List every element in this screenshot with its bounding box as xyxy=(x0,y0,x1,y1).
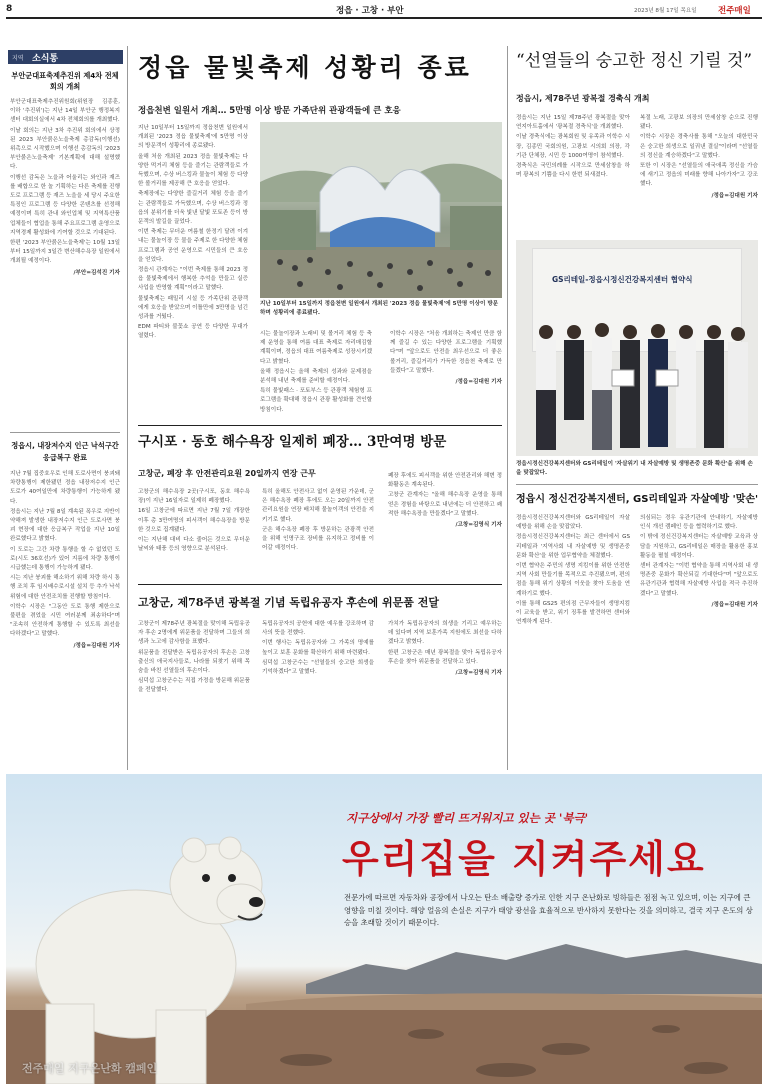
mou-divider xyxy=(516,484,758,485)
ad-watermark: 전주매일 지구온난화 캠페인 xyxy=(22,1062,158,1075)
brief-item-1-byline: /부안=김석진 기자 xyxy=(73,269,120,276)
center-column-rule xyxy=(507,46,508,770)
beach-story-byline: /고창=김영식 기자 xyxy=(455,522,502,529)
beach-col1-p2: 16일 고창군에 따르면 지난 7월 7일 개장한 이후 총 3만여명의 피서객이 해수욕장을 방문한 것으로 집계됐다. xyxy=(138,508,250,533)
mou-people-art xyxy=(516,240,758,456)
beach-col2-p1: 특히 올해도 안전사고 없이 운영된 가운데, 군은 해수욕장 폐장 후에도 오는 20일까지 안전관리요원을 연장 배치해 물놀이객의 안전을 지키기로 했다. xyxy=(262,489,374,523)
main-col3-p1: 이학수 시장은 "처음 개최하는 축제인 만큼 함께 즐길 수 있는 다양한 프로그램을 기획했다"며 "앞으로도 안전을 최우선으로 더 좋은 볼거리, 즐길거리가 가득한 정읍천 축제로 만들겠다"고 말했다. xyxy=(390,331,502,374)
news-brief-title: 소식통 xyxy=(32,54,59,64)
brief-item-2 xyxy=(10,440,120,649)
patriot-story-byline: /고창=김영식 기자 xyxy=(455,670,502,677)
issue-date: 2023년 8월 17일 목요일 xyxy=(634,8,697,14)
mou-col1-p3: 이번 협약은 주민의 생명 지킴이를 위한 안전한 지역 사회 만들기를 목적으로 추진됐으며, 편의점을 통해 위기 상황의 이웃을 찾아 도움을 연계하기로 했다. xyxy=(516,563,630,597)
right-col-1 xyxy=(516,114,630,234)
brief-item-1-p4: 한편 '2023 부안붉은노을축제'는 10월 13일부터 15일까지 3일간 변산해수욕장 일원에서 개최될 예정이다. xyxy=(10,240,120,265)
section-name: 정읍 · 고창 · 부안 xyxy=(336,6,404,16)
left-column-rule xyxy=(127,46,128,770)
mou-col-1 xyxy=(516,514,630,768)
mou-headline: 정읍시 정신건강복지센터, GS리테일과 자살예방 '맞손' xyxy=(516,494,759,505)
patriot-col1-p3: 심덕섭 고창군수는 직접 가정을 방문해 위문품을 전달했다. xyxy=(138,678,250,694)
beach-col3-p1: 폐장 후에도 피서객을 위한 안전관리와 해변 정화활동은 계속된다. xyxy=(388,473,502,489)
right-col1-p2: 이날 경축식에는 광복회원 및 유족과 이학수 시장, 김종민 국회의원, 고광보 시의회 의장, 각 기관 단체장, 시민 등 1000여명이 참석했다. xyxy=(516,134,630,159)
patriot-col-3 xyxy=(388,620,502,676)
brief-item-2-p2: 정읍시는 지난 7월 8일 계속된 폭우로 지반이 약해져 발생한 내장저수지 인근 도로사면 붕괴 현장에 대한 응급복구 작업을 지난 10일 완료했다고 밝혔다. xyxy=(10,508,120,543)
beach-col3-p2: 고창군 관계자는 "올해 해수욕장 운영을 통해 얻은 경험을 바탕으로 내년에는 더 안전하고 쾌적한 해수욕장을 만들겠다"고 말했다. xyxy=(388,492,502,517)
mou-photo-banner: GS리테일-정읍시정신건강복지센터 협약식 xyxy=(552,275,693,284)
right-col2-p2: 이학수 시장은 경축사를 통해 "오늘의 대한민국은 숭고한 희생으로 일궈낸 결실"이라며 "선열들의 정신을 계승하겠다"고 말했다. xyxy=(640,134,758,159)
brief-item-2-p5: 이학수 시장은 "그동안 도로 통행 제한으로 불편을 겪었을 시민 여러분께 죄송하다"며 "조속히 안전하게 통행할 수 있도록 최선을 다하겠다"고 말했다. xyxy=(10,603,120,638)
brief-divider xyxy=(10,432,120,433)
ad-tagline: 지구상에서 가장 빨리 뜨거워지고 있는 곳 '북극' xyxy=(346,811,589,825)
mou-col-2 xyxy=(640,514,758,768)
mou-photo-caption: 정읍시정신건강복지센터와 GS리테일이 '자살위기 내 자살예방 및 생명존중 문화 확산'을 위해 손을 맞잡았다. xyxy=(516,461,753,476)
brief-item-1 xyxy=(10,70,120,276)
mou-photo xyxy=(516,240,758,456)
patriot-col1-p1: 고창군이 제78주년 광복절을 맞이해 독립유공자 후손 2명에게 위문품을 전달하며 그들의 희생과 노고에 감사함을 표했다. xyxy=(138,621,250,646)
mou-story-byline: /정읍=김대원 기자 xyxy=(711,601,758,608)
patriot-col1-p2: 위문품을 전달받은 독립유공자의 후손은 고창 출신의 애국지사들로, 나라를 되찾기 위해 목숨을 바친 선열들의 후손이다. xyxy=(138,649,250,675)
festival-photo-art xyxy=(260,122,502,298)
festival-photo xyxy=(260,122,502,298)
main-col-2 xyxy=(260,330,372,425)
right-col-2 xyxy=(640,114,758,234)
news-brief-box-header xyxy=(8,50,123,64)
patriot-col3-p1: 가치가 독립유공자의 희생을 기리고 예우하는 데 있다며 지역 보훈가족 지원에도 최선을 다하겠다고 밝혔다. xyxy=(388,621,502,646)
brief-item-2-title: 정읍시, 내장저수지 인근 낙석구간 응급복구 완료 xyxy=(11,441,119,462)
header-rule xyxy=(6,17,762,19)
main-col-3 xyxy=(390,330,502,385)
brand-logo: 전주매일 xyxy=(718,6,751,16)
main-col1-p1: 지난 10일부터 15일까지 정읍천변 일원에서 개최된 '2023 정읍 물빛축제'에 5만명 이상의 방문객이 성황리에 종료됐다. xyxy=(138,125,248,150)
beach-divider xyxy=(138,425,502,426)
right-headline: “선열들의 숭고한 정신 기릴 것” xyxy=(516,51,753,71)
main-col-1 xyxy=(138,124,248,424)
main-col1-p4: 이번 축제는 무더운 여름철 한정기 달려 이겨내는 물놀이장 등 물을 주제로 한 다양한 체험 프로그램과 공연 운영으로 시민들의 큰 호응을 얻었다. xyxy=(138,229,248,263)
mou-col2-p2: 이 밖에 정신건강복지센터는 자살예방 교육과 상담을 지원하고, GS리테일은 매장을 활용한 홍보 활동을 펼칠 예정이다. xyxy=(640,534,758,559)
beach-col-2 xyxy=(262,488,374,580)
brief-item-2-p4: 시는 지난 붕괴를 해소하기 위해 차량 하시 통행 조치 후 임시배수로시설 설치 등 추가 낙석위험에 대한 안전조치를 진행할 방침이다. xyxy=(10,575,120,600)
main-headline: 정읍 물빛축제 성황리 종료 xyxy=(138,53,472,82)
brief-item-2-p3: 이 도로는 그간 차량 통행을 할 수 없었던 도로(시도 36호선)가 있어 지름에 차량 통행이 시급했는데 통행이 가능하게 됐다. xyxy=(10,546,120,572)
festival-photo-caption: 지난 10일부터 15일까지 정읍천변 일원에서 개최된 '2023 정읍 물빛축제'에 5만명 이상이 방문하며 성황리에 종료됐다. xyxy=(260,301,499,316)
page-number: 8 xyxy=(6,4,13,14)
brief-item-1-p2: 이날 회의는 지난 3차 추진위 회의에서 상정된 2023 부안붉은노을축제 총감독(이행선) 위촉으로 시작했으며 이행선 총감독의 '2023 부안붉은노을축제' 기본계획에 대해 설명했다. xyxy=(10,127,120,171)
main-col2-p2: 올해 정읍시는 올해 축제의 성과와 문제점을 분석해 내년 축제를 준비할 예정이다. xyxy=(260,368,372,385)
right-col2-p3: 또한 이 시장은 "선열들의 애국애족 정신을 가슴에 새기고 정읍의 미래를 향해 나아가자"고 강조했다. xyxy=(640,163,758,188)
brief-item-1-title: 부안군대표축제추진위 제4차 전체회의 개최 xyxy=(11,71,119,91)
main-col2-p3: 특히 물빛패스 · 포토부스 등 관광객 체험형 프로그램을 확대해 정읍시 관광 활성화를 견인할 방침이다. xyxy=(260,388,372,413)
beach-subhead: 고창군, 폐장 후 안전관리요원 20일까지 연장 근무 xyxy=(138,469,316,478)
beach-col-3 xyxy=(388,472,502,528)
right-story-byline: /정읍=김대원 기자 xyxy=(711,192,758,199)
right-col1-p3: 경축식은 국민의례를 시작으로 만세삼창을 하며 광복의 기쁨을 다시 한번 되새겼다. xyxy=(516,163,630,179)
brief-item-1-p1: 부안군대표축제추진위원회(위원장 김종훈, 이하 '추진위')는 지난 14일 부안군 행정복지센터 대회의실에서 4차 전체회의를 개최했다. xyxy=(10,99,120,124)
mou-col1-p1: 정읍시정신건강복지센터와 GS리테일이 자살예방을 위해 손을 맞잡았다. xyxy=(516,515,630,531)
patriot-divider xyxy=(138,584,502,585)
beach-headline: 구시포 · 동호 해수욕장 일제히 폐장… 3만여명 방문 xyxy=(138,434,447,450)
main-col2-p1: 시는 물놀이장과 노래비 및 볼거리 체험 등 축제 운영을 통해 여름 대표 축제로 자리매김할 계획이며, 정읍의 대표 여름축제로 성장시키겠다고 밝혔다. xyxy=(260,331,372,365)
brief-item-1-p3: 이행선 감독은 노을과 어울리는 와인과 재즈를 배합으로 한 놀 기획하는 다른 축제를 진행도로 프로그램 등 재즈 노을을 세 당시 주요한 특징인 프로그램 등 다양한 콘텐츠를 선정해 예정이며 특히 관내 와인업체 및 지역특산품 업체들이 협업을 통해 주요프로그램 운영으로 지역경제 활성화에 기여할 것으로 기대된다. xyxy=(10,174,120,236)
campaign-ad xyxy=(6,774,762,1084)
brief-item-2-byline: /정읍=김대원 기자 xyxy=(73,642,120,649)
patriot-headline: 고창군, 제78주년 광복절 기념 독립유공자 후손에 위문품 전달 xyxy=(138,596,439,609)
patriot-col2-p2: 이번 행사는 독립유공자와 그 가족의 명예를 높이고 보훈 문화를 확산하기 위해 마련됐다. xyxy=(262,640,374,656)
main-col1-p7: EDM 파티와 불꽃쇼 공연 등 다양한 무대가 열렸다. xyxy=(138,324,248,340)
right-subhead: 정읍시, 제78주년 광복절 경축식 개최 xyxy=(516,94,650,103)
main-subhead: 정읍천변 일원서 개최… 5만명 이상 방문 가족단위 관광객들에 큰 호응 xyxy=(138,106,401,116)
main-col1-p5: 정읍시 관계자는 "이번 축제를 통해 2023 정읍 물빛축제에서 행복한 추억을 만들고 실증 사업을 반영할 계획"이라고 말했다. xyxy=(138,267,248,292)
mou-col2-p3: 센터 관계자는 "이번 협약을 통해 지역사회 내 생명존중 문화가 확산되길 기대한다"며 "앞으로도 유관기관과 협력해 자살예방 사업을 적극 추진하겠다"고 말했다. xyxy=(640,563,758,597)
ad-headline: 우리집을 지켜주세요 xyxy=(342,837,706,881)
beach-col1-p3: 이는 지난해 대비 다소 줄어든 것으로 무더운 날씨와 태풍 등의 영향으로 분석된다. xyxy=(138,537,250,553)
patriot-col2-p3: 심덕섭 고창군수는 "선열들의 숭고한 희생을 기억하겠다"고 말했다. xyxy=(262,659,374,676)
patriot-col-1 xyxy=(138,620,250,768)
news-brief-label: 지역 xyxy=(12,55,24,62)
patriot-col3-p2: 한편 고창군은 매년 광복절을 맞아 독립유공자 후손을 찾아 위문품을 전달하고 있다. xyxy=(388,649,502,665)
brief-item-2-p1: 지난 7월 집중호우로 인해 도로사면이 붕괴돼 차량통행이 제한됐던 정읍 내장저수지 인근 도로가 40여일만에 차량통행이 가능하게 됐다. xyxy=(10,471,120,505)
beach-col-1 xyxy=(138,488,250,580)
patriot-col-2 xyxy=(262,620,374,768)
right-col2-p1: 복절 노래, 고광보 의장의 만세삼창 순으로 진행됐다. xyxy=(640,115,758,131)
beach-col1-p1: 고창군의 해수욕장 2곳(구시포, 동호 해수욕장)이 지난 16일자로 일제히 폐장했다. xyxy=(138,489,250,505)
patriot-col2-p1: 독립유공자의 공헌에 대한 예우를 강조하며 감사의 뜻을 전했다. xyxy=(262,621,374,637)
main-col1-p3: 축제장에는 다양한 즐길거리 체험 등을 즐기는 관람객들로 가득했으며, 수상 버스킹과 정읍의 분위기를 더욱 빛낸 달빛 포토존 등이 방문객의 발길을 끌었다. xyxy=(138,191,248,226)
beach-col2-p2: 군은 해수욕장 폐장 후 방문하는 관광객 안전을 위해 인명구조 장비를 유지하고 정비를 이어갈 예정이다. xyxy=(262,526,374,552)
main-col1-p6: 물빛축제는 패밀리 시설 등 가족단위 관광객에게 호응을 받았으며 이틀만에 3만명을 넘긴 성과를 거뒀다. xyxy=(138,295,248,321)
main-story-byline: /정읍=김대원 기자 xyxy=(455,379,502,386)
main-col1-p2: 올해 처음 개최된 2023 정읍 물빛축제는 다양한 먹거리 체험 등을 즐기는 관람객들로 가득했으며, 수상 버스킹과 물놀이 체험 등 다양한 볼거리를 제공해 큰 호응을 얻었다. xyxy=(138,153,248,188)
mou-col1-p2: 정읍시정신건강복지센터는 최근 센터에서 GS리테일과 '지역사회 내 자살예방 및 생명존중 문화 확산'을 위한 업무협약을 체결했다. xyxy=(516,534,630,559)
ad-body: 전문가에 따르면 자동차와 공장에서 나오는 탄소 배출량 증가로 인한 지구 온난화로 빙하들은 점점 녹고 있으며, 이는 지구에 큰 영향을 미칠 것이다. 해양 얼음의 손실은 지구가 태양 광선을 효율적으로 반사하지 못한다는 것을 의미하고, 결국 지구 온도의 상승을 초래할 것이기 때문이다. xyxy=(344,893,753,927)
page-header xyxy=(6,3,762,16)
mou-col1-p4: 이를 통해 GS25 편의점 근무자들이 생명지킴이 교육을 받고, 위기 징후를 발견하면 센터와 연계하게 된다. xyxy=(516,600,630,626)
mou-col2-p1: 의심되는 경우 유관기관에 안내하기, 자살예방 인식 개선 캠페인 등을 협력하기로 했다. xyxy=(640,515,758,531)
right-col1-p1: 정읍시는 지난 15일 제78주년 광복절을 맞아 연지아트홀에서 '광복절 경축식'을 개최했다. xyxy=(516,115,630,131)
